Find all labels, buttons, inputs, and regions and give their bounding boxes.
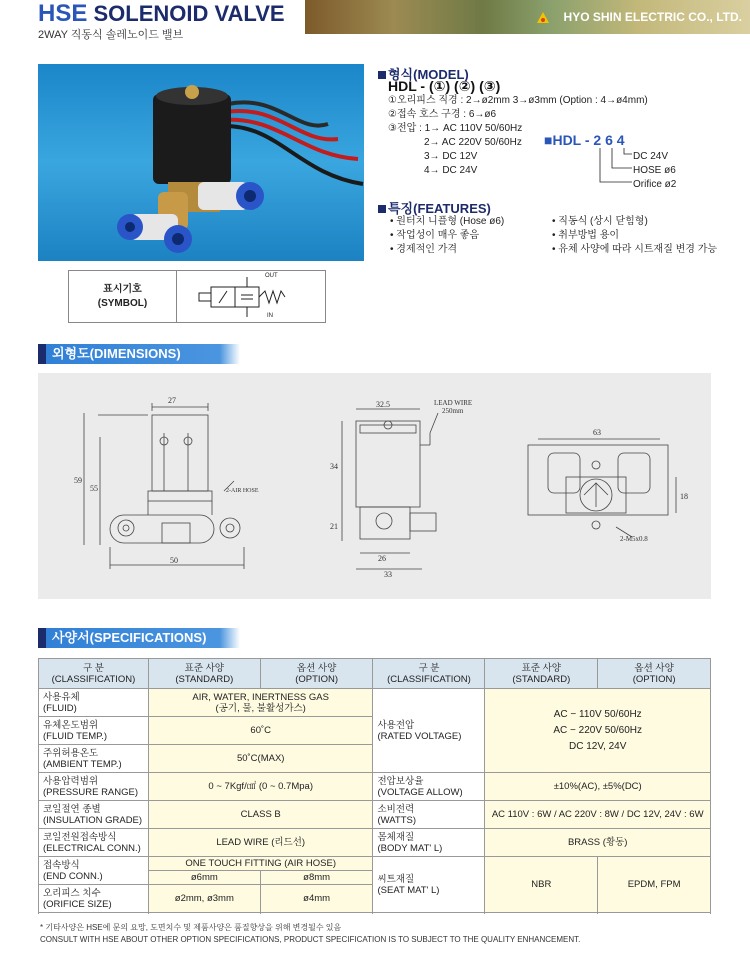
company-logo-icon: [536, 11, 550, 25]
feature-item: • 경제적인 가격: [390, 244, 458, 255]
dim-bottom-height: 18: [680, 492, 688, 501]
model-example-code: ■HDL - 2 6 4: [544, 132, 625, 148]
dimensions-drawing: [38, 373, 711, 599]
dim-front-height-total: 59: [74, 476, 82, 485]
feature-item: • 작업성이 매우 좋음: [390, 230, 480, 241]
dim-side-lead: LEAD WIRE: [434, 399, 473, 407]
header-banner: [305, 0, 750, 34]
col-header-class: 구 분 (CLASSIFICATION): [373, 659, 485, 689]
dim-side-height-lower: 21: [330, 522, 338, 531]
col-header-option: 옵션 사양 (OPTION): [260, 659, 373, 689]
dim-side-lead-length: 250mm: [442, 407, 464, 415]
example-label-hose: HOSE ø6: [633, 165, 676, 176]
table-row: 코일전원접속방식 (ELECTRICAL CONN.) LEAD WIRE (리드선) 몸체재질 (BODY MAT' L) BRASS (황동): [39, 829, 711, 857]
dimensions-svg: [38, 373, 711, 599]
dim-front-width-top: 27: [168, 396, 176, 405]
dim-front-width-bottom: 50: [170, 556, 178, 565]
model-heading: 형식(MODEL): [378, 64, 469, 83]
table-row: 사용압력범위 (PRESSURE RANGE) 0 ~ 7Kgf/㎠ (0 ~ 0.7Mpa) 전압보상율 (VOLTAGE ALLOW) ±10%(AC), ±5%(DC): [39, 773, 711, 801]
page-title: [38, 0, 285, 28]
example-label-orifice: Orifice ø2: [633, 179, 677, 190]
dim-side-width-top: 32.5: [376, 400, 390, 409]
model-line: ②접속 호스 구경 : 6→ø6: [388, 109, 497, 120]
dim-side-width-2: 33: [384, 570, 392, 579]
specs-heading: 사양서(SPECIFICATIONS): [38, 628, 240, 648]
dim-side-width-1: 26: [378, 554, 386, 563]
model-line: 2→ AC 220V 50/60Hz: [424, 137, 522, 148]
example-label-voltage: DC 24V: [633, 151, 669, 162]
col-header-standard: 표준 사양 (STANDARD): [485, 659, 598, 689]
feature-item: • 원터치 니플형 (Hose ø6): [390, 216, 505, 227]
brand-label: HSE: [38, 0, 88, 27]
table-row: 주위허용온도 (AMBIENT TEMP.) 50˚C(MAX): [39, 745, 711, 773]
symbol-box: [68, 270, 326, 323]
symbol-out-label: OUT: [265, 273, 278, 279]
dim-front-height-body: 55: [90, 484, 98, 493]
footnote-kr: * 기타사양은 HSE에 문의 요망, 도면치수 및 제품사양은 품질향상을 위해 변경될수 있음: [40, 923, 342, 932]
valve-symbol-icon: [189, 273, 319, 321]
dim-bottom-width: 63: [593, 428, 601, 437]
model-line: 4→ DC 24V: [424, 165, 478, 176]
model-line: ①오리피스 직경 : 2→ø2mm 3→ø3mm (Option : 4→ø4mm): [388, 95, 648, 106]
feature-item: • 유체 사양에 따라 시트재질 변경 가능: [552, 244, 718, 255]
symbol-label: 표시기호 (SYMBOL): [69, 271, 177, 322]
table-row: 유체온도범위 (FLUID TEMP.) 60˚C: [39, 717, 711, 745]
dim-bottom-port: 2-M5x0.8: [620, 535, 648, 543]
company-name: HYO SHIN ELECTRIC CO., LTD.: [563, 10, 742, 24]
model-example-leaders: [596, 148, 636, 190]
product-photo: [38, 64, 364, 261]
col-header-class: 구 분 (CLASSIFICATION): [39, 659, 149, 689]
model-line: 3→ DC 12V: [424, 151, 478, 162]
table-row: ø6mm ø8mm: [39, 871, 711, 885]
title-label: SOLENOID VALVE: [93, 1, 285, 26]
table-row: 오리피스 치수 (ORIFICE SIZE) ø2mm, ø3mm ø4mm: [39, 885, 711, 913]
page-subtitle: 2WAY 직동식 솔레노이드 밸브: [38, 29, 184, 41]
feature-item: • 취부방법 용이: [552, 230, 620, 241]
table-row: 코일절연 종별 (INSULATION GRADE) CLASS B 소비전력 (WATTS) AC 110V : 6W / AC 220V : 8W / DC 12V, 24V : 6W: [39, 801, 711, 829]
features-heading: 특징(FEATURES): [378, 198, 491, 217]
dim-front-hose: 2-AIR HOSE: [226, 488, 259, 494]
spec-table: [38, 658, 711, 913]
dimensions-heading: 외형도(DIMENSIONS): [38, 344, 240, 364]
feature-item: • 직동식 (상시 닫힘형): [552, 216, 648, 227]
dim-side-height-upper: 34: [330, 462, 338, 471]
table-row: 접속방식 (END CONN.) ONE TOUCH FITTING (AIR HOSE) 씨트재질 (SEAT MAT' L) NBR EPDM, FPM: [39, 857, 711, 871]
table-row: 사용유체 (FLUID) AIR, WATER, INERTNESS GAS (공기, 물, 불활성가스) 사용전압 (RATED VOLTAGE) AC − 110V 50/60Hz AC − 220V 50/60Hz DC 12V, 24V: [39, 689, 711, 717]
model-code: HDL - (①) (②) (③): [388, 78, 501, 94]
symbol-in-label: IN: [267, 313, 273, 319]
model-line: ③전압 : 1→ AC 110V 50/60Hz: [388, 123, 523, 134]
col-header-standard: 표준 사양 (STANDARD): [148, 659, 260, 689]
footnote-en: CONSULT WITH HSE ABOUT OTHER OPTION SPECIFICATIONS, PRODUCT SPECIFICATION IS TO SUBJECT TO THE QUALITY ENHANCEMENT.: [40, 935, 581, 944]
col-header-option: 옵션 사양 (OPTION): [598, 659, 711, 689]
